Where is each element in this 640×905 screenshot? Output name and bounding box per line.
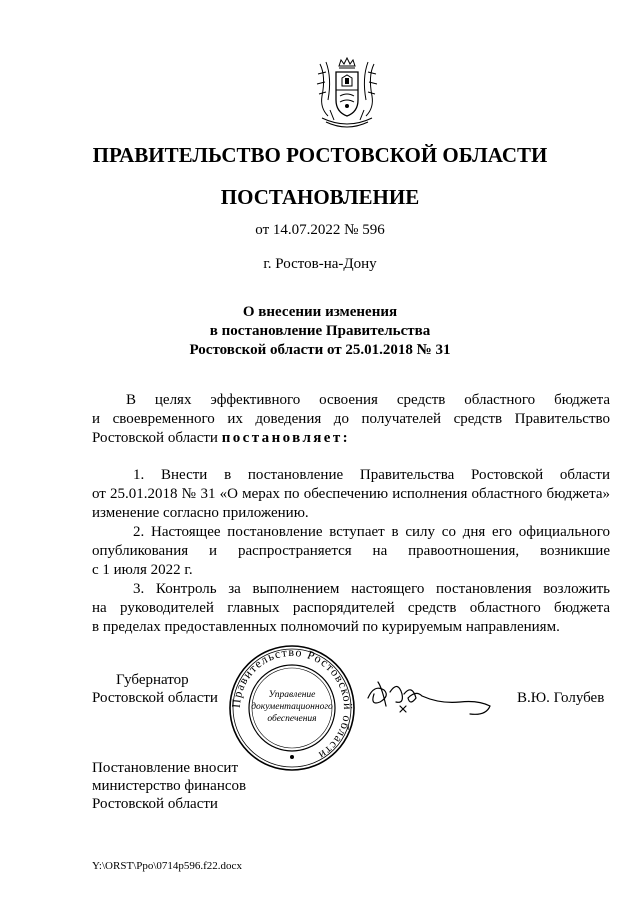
stamp-center-line-2: документационного — [251, 702, 333, 712]
item-3-line-3: в пределах предоставленных полномочий по курируемым направлениям. — [92, 619, 560, 635]
item-3-line-1: 3. Контроль за выполнением настоящего постановления возложить — [133, 581, 610, 597]
subject-line-2: в постановление Правительства — [209, 323, 431, 339]
signatory-name: В.Ю. Голубев — [517, 690, 605, 706]
submitted-by-line-1: Постановление вносит — [92, 760, 239, 776]
handwritten-signature — [360, 676, 500, 722]
item-2-line-1: 2. Настоящее постановление вступает в силу со дня его официального — [133, 524, 610, 540]
item-1-line-2: от 25.01.2018 № 31 «О мерах по обеспечению исполнения областного бюджета» — [92, 486, 610, 502]
submitted-by-line-2: министерство финансов — [92, 778, 247, 794]
submitted-by-line-3: Ростовской области — [92, 796, 218, 812]
signatory-position-1: Губернатор — [116, 672, 189, 688]
stamp-ring-text: Правительство Ростовской области — [228, 644, 356, 763]
stamp-center-line-3: обеспечения — [267, 714, 317, 724]
item-1-line-1: 1. Внести в постановление Правительства Ростовской области — [133, 467, 610, 483]
resolves-word: постановляет: — [221, 430, 350, 446]
item-1-line-3: изменение согласно приложению. — [92, 505, 309, 521]
document-type: ПОСТАНОВЛЕНИЕ — [220, 185, 420, 209]
official-stamp — [228, 644, 356, 772]
preamble-line-1: В целях эффективного освоения средств областного бюджета — [126, 392, 610, 408]
file-path: Y:\ORST\Ppo\0714p596.f22.docx — [92, 860, 242, 872]
preamble-line-2: и своевременного их доведения до получателей средств Правительство — [92, 411, 610, 427]
government-title: ПРАВИТЕЛЬСТВО РОСТОВСКОЙ ОБЛАСТИ — [92, 143, 548, 167]
item-2-line-2: опубликования и распространяется на правоотношения, возникшие — [92, 543, 610, 559]
subject-line-3: Ростовской области от 25.01.2018 № 31 — [189, 342, 451, 358]
preamble-line-3 — [92, 430, 610, 447]
coat-of-arms-icon — [312, 56, 382, 132]
item-3-line-2: на руководителей главных распорядителей средств областного бюджета — [92, 600, 610, 616]
preamble-text: Ростовской области — [92, 430, 222, 446]
date-number: от 14.07.2022 № 596 — [255, 222, 385, 238]
stamp-center-line-1: Управление — [268, 690, 316, 700]
subject-line-1: О внесении изменения — [242, 304, 398, 320]
city: г. Ростов-на-Дону — [263, 256, 377, 272]
signatory-position-2: Ростовской области — [92, 690, 218, 706]
item-2-line-3: с 1 июля 2022 г. — [92, 562, 193, 578]
